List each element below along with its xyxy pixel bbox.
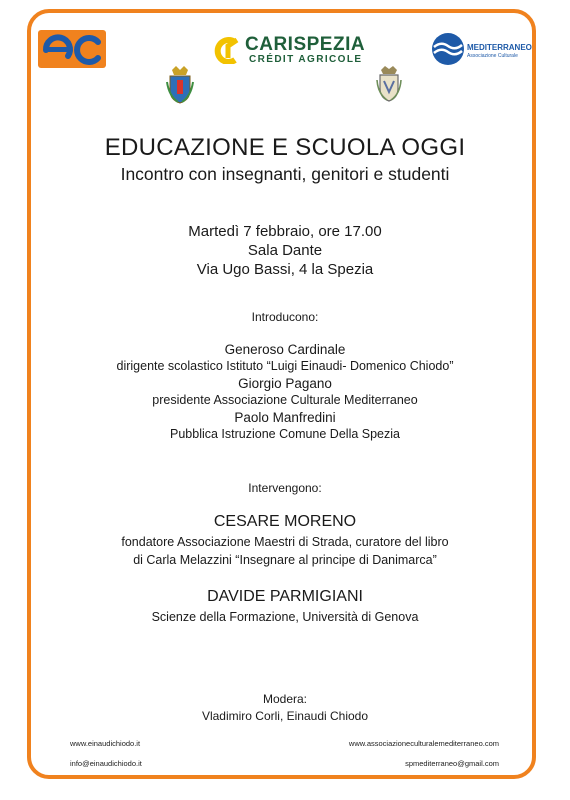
speaker-name: DAVIDE PARMIGIANI [207, 588, 363, 605]
ec-logo [38, 30, 106, 68]
footer-right-email-link[interactable]: spmediterraneo@gmail.com [405, 759, 499, 768]
page-title: EDUCAZIONE E SCUOLA OGGI [104, 134, 466, 161]
carispezia-name: CARISPEZIA [245, 34, 366, 55]
moderator-name: Vladimiro Corli, Einaudi Chiodo [201, 709, 369, 723]
introducer-role: presidente Associazione Culturale Mediterraneo [152, 393, 418, 407]
city-crest-icon [376, 66, 402, 102]
introducer-role: dirigente scolastico Istituto “Luigi Einaudi- Domenico Chiodo” [116, 359, 454, 373]
mediterraneo-logo [431, 32, 541, 68]
carispezia-mark-icon [211, 36, 241, 64]
introducer-name: Giorgio Pagano [238, 376, 332, 391]
introducer-name: Generoso Cardinale [224, 342, 346, 357]
event-venue: Sala Dante [247, 242, 323, 259]
footer-right-web-link[interactable]: www.associazioneculturalemediterraneo.com [348, 739, 499, 748]
speakers-label: Intervengono: [248, 481, 322, 495]
speaker-role: di Carla Melazzini “Insegnare al principe di Danimarca” [133, 553, 437, 567]
event-address: Via Ugo Bassi, 4 la Spezia [196, 261, 374, 278]
footer-left-web-link[interactable]: www.einaudichiodo.it [70, 739, 141, 748]
introducer-role: Pubblica Istruzione Comune Della Spezia [170, 427, 400, 441]
mediterraneo-wave-icon [431, 32, 465, 66]
province-crest-icon [166, 66, 194, 104]
footer-left-email-link[interactable]: info@einaudichiodo.it [70, 759, 142, 768]
speaker-role: Scienze della Formazione, Università di Genova [151, 610, 419, 624]
carispezia-subtitle: CRÉDIT AGRICOLE [249, 54, 363, 65]
mediterraneo-subtitle: Associazione Culturale [467, 53, 518, 59]
speaker-name: CESARE MORENO [213, 513, 357, 530]
event-date: Martedì 7 febbraio, ore 17.00 [188, 223, 382, 240]
introduce-label: Introducono: [251, 310, 319, 324]
speaker-role: fondatore Associazione Maestri di Strada, curatore del libro [121, 535, 449, 549]
carispezia-logo [211, 34, 371, 68]
moderator-label: Modera: [262, 692, 308, 706]
page-subtitle: Incontro con insegnanti, genitori e studenti [120, 164, 450, 184]
introducer-name: Paolo Manfredini [234, 410, 336, 425]
mediterraneo-name: MEDITERRANEO [467, 43, 532, 52]
